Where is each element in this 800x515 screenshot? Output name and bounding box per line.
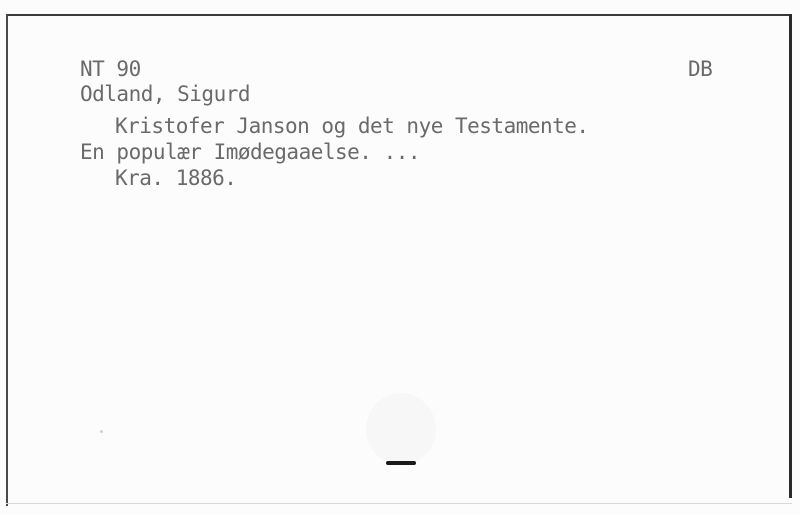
card-edge-right [789, 14, 792, 498]
author-name: Odland, Sigurd [80, 82, 251, 106]
card-edge-bottom [6, 503, 792, 504]
subtitle-line: En populær Imødegaaelse. ... [80, 140, 421, 164]
call-number: NT 90 [80, 57, 141, 81]
punch-hole [366, 393, 436, 465]
card-edge-left [6, 14, 8, 506]
title-line: Kristofer Janson og det nye Testamente. [115, 114, 589, 138]
collection-code: DB [688, 57, 713, 81]
imprint-line: Kra. 1886. [115, 166, 237, 190]
card-edge-top [6, 14, 792, 16]
punch-hole-shadow [386, 461, 416, 465]
paper-speck [100, 430, 103, 433]
